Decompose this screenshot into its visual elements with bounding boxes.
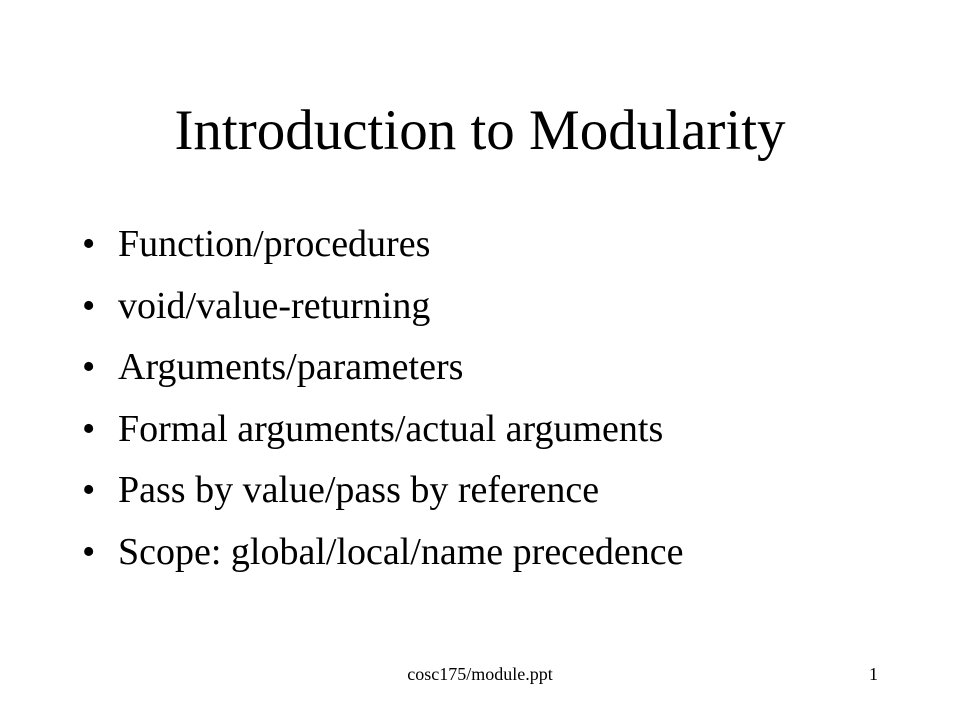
bullet-icon: • xyxy=(82,407,96,450)
slide-footer: cosc175/module.ppt xyxy=(407,664,553,684)
slide-page-number: 1 xyxy=(869,664,878,684)
bullet-text: Pass by value/pass by reference xyxy=(118,469,600,511)
bullet-icon: • xyxy=(82,223,96,265)
bullet-text: Scope: global/local/name precedence xyxy=(118,530,684,573)
bullet-icon: • xyxy=(82,284,96,327)
bullet-text: Formal arguments/actual arguments xyxy=(118,407,664,450)
bullet-icon: • xyxy=(82,346,96,388)
slide-title: Introduction to Modularity xyxy=(174,99,786,162)
bullet-text: Arguments/parameters xyxy=(118,346,464,388)
bullet-icon: • xyxy=(82,469,96,511)
bullet-text: void/value-returning xyxy=(118,284,431,327)
bullet-icon: • xyxy=(82,530,96,573)
bullet-text: Function/procedures xyxy=(118,223,431,265)
